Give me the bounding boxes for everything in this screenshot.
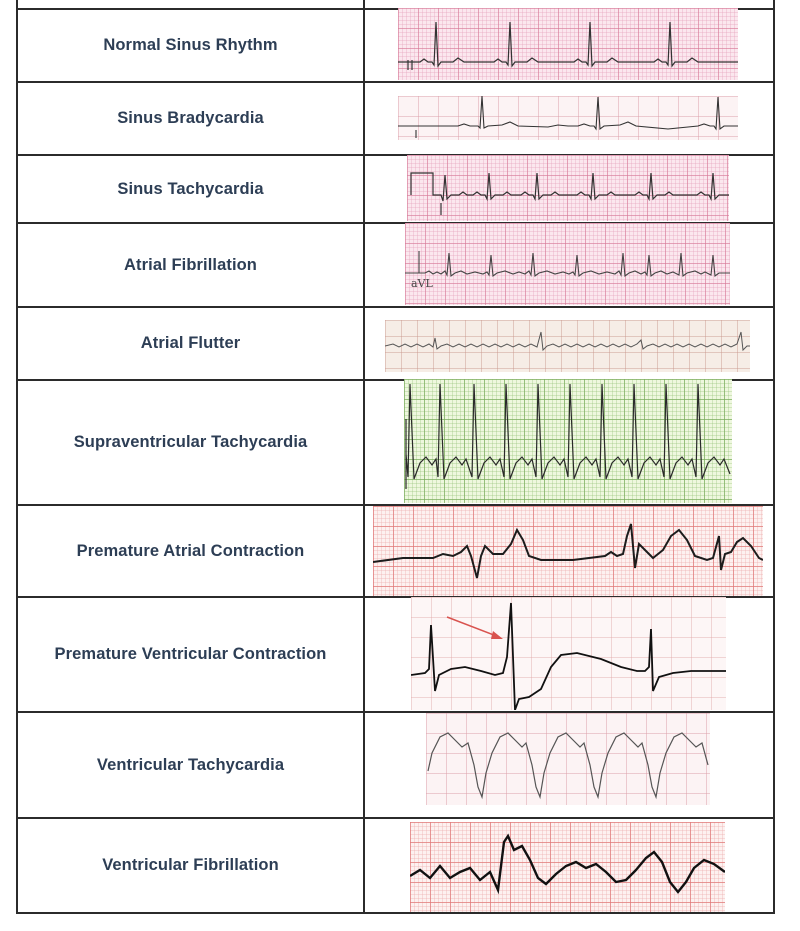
ecg-strip-atrial-fibrillation (405, 223, 730, 305)
ecg-trace (410, 822, 725, 912)
rhythm-label: Sinus Tachycardia (117, 179, 264, 198)
rhythm-label: Atrial Fibrillation (124, 255, 257, 274)
ecg-strip-pac (373, 506, 763, 596)
ecg-strip-atrial-flutter (385, 320, 750, 372)
lead-label: aVL (411, 277, 433, 290)
ecg-trace (426, 713, 710, 805)
ecg-trace (407, 155, 729, 221)
table-column-divider (363, 0, 365, 914)
ecg-strip-sinus-tachycardia (407, 155, 729, 221)
ecg-trace (405, 223, 730, 305)
ecg-trace (398, 96, 738, 140)
ecg-strip-normal-sinus (398, 8, 738, 80)
ecg-strip-ventricular-tachycardia (426, 713, 710, 805)
ecg-trace (385, 320, 750, 372)
rhythm-label: Sinus Bradycardia (117, 109, 264, 127)
ecg-trace (373, 506, 763, 596)
rhythm-label: Supraventricular Tachycardia (73, 433, 308, 451)
table-border-right (773, 0, 775, 914)
ecg-strip-pvc (411, 597, 726, 710)
ecg-strip-sinus-bradycardia (398, 96, 738, 140)
ecg-trace (411, 597, 726, 710)
rhythm-label: Premature Ventricular Contraction (54, 645, 327, 663)
rhythm-label: Atrial Flutter (140, 334, 241, 352)
rhythm-label: Premature Atrial Contraction (76, 541, 305, 560)
rhythm-label: Ventricular Fibrillation (102, 856, 279, 874)
ecg-trace (404, 379, 732, 503)
ecg-trace (398, 8, 738, 80)
ecg-strip-ventricular-fibrillation (410, 822, 725, 912)
rhythm-label: Ventricular Tachycardia (96, 755, 285, 774)
ecg-strip-svt (404, 379, 732, 503)
row-divider (16, 912, 775, 914)
rhythm-label: Normal Sinus Rhythm (103, 36, 278, 54)
